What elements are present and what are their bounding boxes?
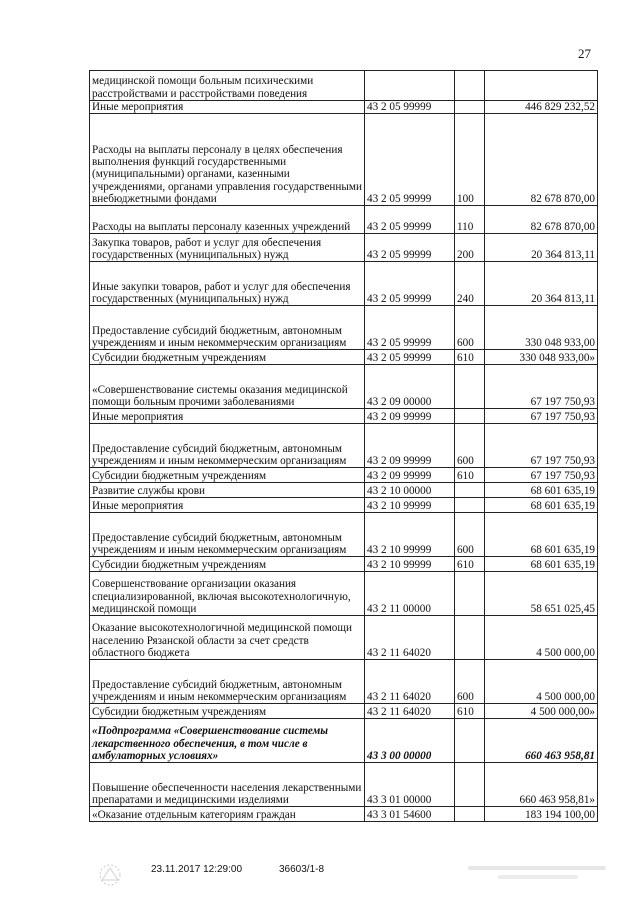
table-row (90, 234, 598, 262)
row-code: 43 3 01 54600 (365, 807, 455, 822)
row-type: 600 (455, 513, 485, 557)
table-row (90, 498, 598, 513)
table-row (90, 660, 598, 704)
row-amount: 446 829 232,52 (485, 101, 598, 114)
table-row (90, 350, 598, 365)
row-name: Закупка товаров, работ и услуг для обеспечения государственных (муниципальных) нужд (90, 234, 365, 262)
row-amount: 4 500 000,00 (485, 616, 598, 660)
row-type (455, 763, 485, 807)
row-code: 43 3 00 00000 (365, 719, 455, 763)
row-name: Оказание высокотехнологичной медицинской помощи населению Рязанской области за счет средств областного бюджета (90, 616, 365, 660)
watermark-icon (468, 862, 608, 884)
table-row (90, 572, 598, 616)
row-type (455, 483, 485, 498)
table-row (90, 557, 598, 572)
row-type: 600 (455, 660, 485, 704)
row-type (455, 719, 485, 763)
stamp-icon (96, 862, 124, 888)
row-code: 43 2 11 64020 (365, 660, 455, 704)
table-row (90, 365, 598, 409)
row-amount: 183 194 100,00 (485, 807, 598, 822)
row-type: 600 (455, 424, 485, 468)
row-name: Иные мероприятия (90, 498, 365, 513)
table-row (90, 114, 598, 206)
row-amount: 68 601 635,19 (485, 557, 598, 572)
row-amount: 4 500 000,00 (485, 660, 598, 704)
row-name: Иные закупки товаров, работ и услуг для обеспечения государственных (муниципальных) нужд (90, 262, 365, 306)
row-amount: 330 048 933,00 (485, 306, 598, 350)
row-code: 43 2 05 99999 (365, 101, 455, 114)
row-code: 43 3 01 00000 (365, 763, 455, 807)
row-code: 43 2 05 99999 (365, 262, 455, 306)
row-amount: 20 364 813,11 (485, 262, 598, 306)
table-row (90, 206, 598, 234)
row-name: Предоставление субсидий бюджетным, автономным учреждениям и иным некоммерческим организациям (90, 513, 365, 557)
row-type (455, 616, 485, 660)
footer-doc-id: 36603/1-8 (279, 864, 325, 875)
row-amount: 660 463 958,81 (485, 719, 598, 763)
row-amount: 660 463 958,81» (485, 763, 598, 807)
row-name: Расходы на выплаты персоналу в целях обеспечения выполнения функций государственными (муниципальными) органами, казенными учреждениями, органами управления государственными внебюджетными фондами (90, 114, 365, 206)
row-code: 43 2 09 99999 (365, 468, 455, 483)
table-row (90, 71, 598, 101)
row-type: 200 (455, 234, 485, 262)
row-amount: 67 197 750,93 (485, 424, 598, 468)
table-row (90, 807, 598, 822)
row-type (455, 365, 485, 409)
row-code: 43 2 11 00000 (365, 572, 455, 616)
row-type (455, 101, 485, 114)
footer-timestamp: 23.11.2017 12:29:00 (151, 864, 243, 875)
row-type: 610 (455, 557, 485, 572)
row-code: 43 2 10 99999 (365, 498, 455, 513)
row-name: Субсидии бюджетным учреждениям (90, 704, 365, 719)
row-name: Иные мероприятия (90, 101, 365, 114)
row-amount: 82 678 870,00 (485, 114, 598, 206)
row-name: «Совершенствование системы оказания медицинской помощи больным прочими заболеваниями (90, 365, 365, 409)
row-type (455, 409, 485, 424)
row-amount: 68 601 635,19 (485, 498, 598, 513)
table-row (90, 306, 598, 350)
table-row (90, 719, 598, 763)
row-code: 43 2 11 64020 (365, 704, 455, 719)
row-type: 110 (455, 206, 485, 234)
row-type (455, 807, 485, 822)
row-type: 610 (455, 468, 485, 483)
row-name: Субсидии бюджетным учреждениям (90, 350, 365, 365)
row-code: 43 2 05 99999 (365, 234, 455, 262)
row-amount: 67 197 750,93 (485, 468, 598, 483)
row-name: Субсидии бюджетным учреждениям (90, 468, 365, 483)
row-amount: 67 197 750,93 (485, 365, 598, 409)
table-row (90, 513, 598, 557)
row-amount (485, 71, 598, 101)
row-code: 43 2 09 99999 (365, 424, 455, 468)
row-name: Предоставление субсидий бюджетным, автономным учреждениям и иным некоммерческим организациям (90, 424, 365, 468)
row-code: 43 2 11 64020 (365, 616, 455, 660)
row-type: 100 (455, 114, 485, 206)
row-code: 43 2 05 99999 (365, 306, 455, 350)
row-type (455, 498, 485, 513)
row-name: Повышение обеспеченности населения лекарственными препаратами и медицинскими изделиями (90, 763, 365, 807)
row-code (365, 71, 455, 101)
row-amount: 20 364 813,11 (485, 234, 598, 262)
table-row (90, 101, 598, 114)
row-type: 600 (455, 306, 485, 350)
page-number: 27 (578, 46, 591, 61)
row-code: 43 2 09 99999 (365, 409, 455, 424)
row-code: 43 2 05 99999 (365, 350, 455, 365)
table-row (90, 468, 598, 483)
row-amount: 67 197 750,93 (485, 409, 598, 424)
row-amount: 330 048 933,00» (485, 350, 598, 365)
table-row (90, 424, 598, 468)
row-amount: 82 678 870,00 (485, 206, 598, 234)
row-name: «Оказание отдельным категориям граждан (90, 807, 365, 822)
row-type: 610 (455, 704, 485, 719)
table-row (90, 409, 598, 424)
row-name: «Подпрограмма «Совершенствование системы лекарственного обеспечения, в том числе в амбулаторных условиях» (90, 719, 365, 763)
row-name: Предоставление субсидий бюджетным, автономным учреждениям и иным некоммерческим организациям (90, 306, 365, 350)
table-row (90, 262, 598, 306)
row-code: 43 2 05 99999 (365, 206, 455, 234)
row-name: Предоставление субсидий бюджетным, автономным учреждениям и иным некоммерческим организациям (90, 660, 365, 704)
row-name: Совершенствование организации оказания специализированной, включая высокотехнологичную, медицинской помощи (90, 572, 365, 616)
budget-table (89, 70, 598, 822)
table-row (90, 483, 598, 498)
row-type: 610 (455, 350, 485, 365)
row-amount: 58 651 025,45 (485, 572, 598, 616)
row-type (455, 71, 485, 101)
row-name: медицинской помощи больным психическими расстройствами и расстройствами поведения (90, 71, 365, 101)
row-name: Расходы на выплаты персоналу казенных учреждений (90, 206, 365, 234)
row-type: 240 (455, 262, 485, 306)
table-row (90, 616, 598, 660)
row-name: Субсидии бюджетным учреждениям (90, 557, 365, 572)
row-amount: 68 601 635,19 (485, 483, 598, 498)
row-type (455, 572, 485, 616)
row-code: 43 2 10 99999 (365, 513, 455, 557)
row-name: Иные мероприятия (90, 409, 365, 424)
row-amount: 68 601 635,19 (485, 513, 598, 557)
row-code: 43 2 09 00000 (365, 365, 455, 409)
row-code: 43 2 05 99999 (365, 114, 455, 206)
row-name: Развитие службы крови (90, 483, 365, 498)
table-row (90, 704, 598, 719)
table-row (90, 763, 598, 807)
row-code: 43 2 10 99999 (365, 557, 455, 572)
row-amount: 4 500 000,00» (485, 704, 598, 719)
row-code: 43 2 10 00000 (365, 483, 455, 498)
